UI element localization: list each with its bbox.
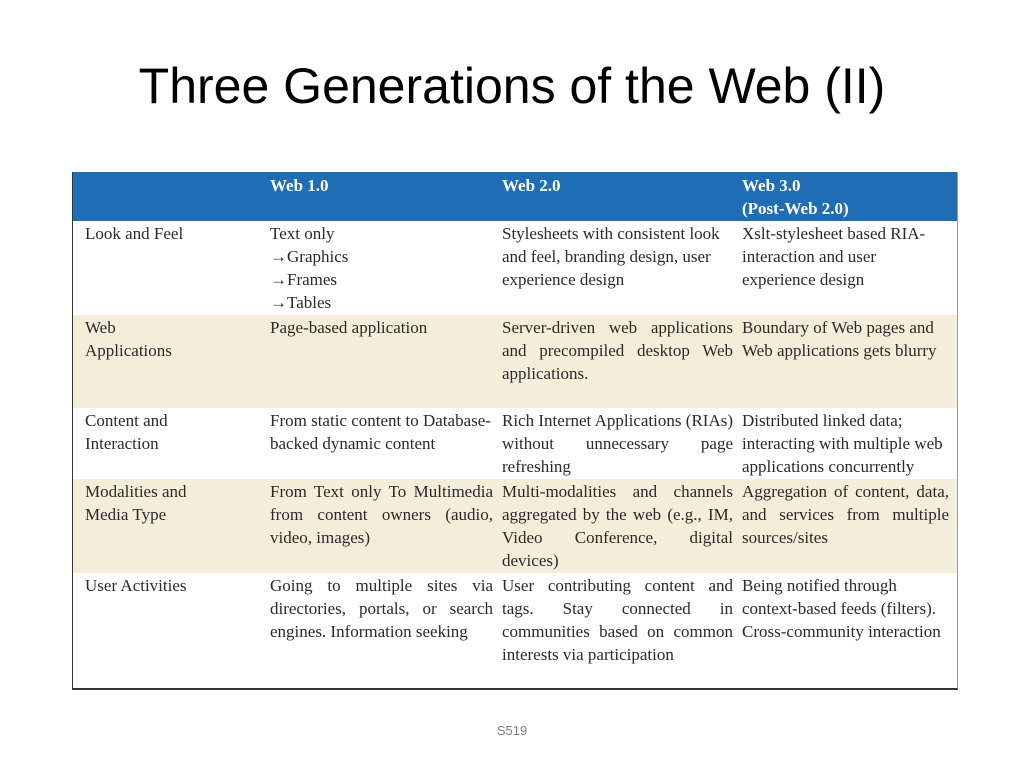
table-row <box>73 573 957 688</box>
cell-line: Interaction <box>85 434 159 453</box>
cell-web-1 <box>259 221 493 315</box>
cell-line: Web 1.0 <box>270 176 329 195</box>
cell-web-3: Boundary of Web pages and Web applications gets blurry <box>742 318 937 360</box>
cell-line: Web 3.0 <box>742 176 801 195</box>
slide-title: Three Generations of the Web (II) <box>138 58 886 114</box>
header-cell-web-1 <box>259 172 493 221</box>
cell-line: (Post-Web 2.0) <box>742 199 849 218</box>
cell-web-3: Distributed linked data; interacting with multiple web applications concurrently <box>742 411 943 476</box>
header-cell-web-3 <box>733 172 957 221</box>
row-label-user-activities <box>73 573 259 688</box>
header-cell-web-2 <box>493 172 733 221</box>
table-row <box>73 479 957 573</box>
row-label-look-and-feel <box>73 221 259 315</box>
cell-line: →Graphics <box>270 247 349 266</box>
cell-line: Media Type <box>85 505 167 524</box>
cell-web-1: From Text only To Multimedia from content owners (audio, video, images) <box>270 482 493 547</box>
cell-line: Modalities and <box>85 482 187 501</box>
cell-line: Content and <box>85 411 168 430</box>
cell-web-2: Rich Internet Applications (RIAs) without unnecessary page refreshing <box>502 411 733 476</box>
slide-footer: S519 <box>496 723 528 738</box>
header-cell-empty <box>73 172 259 221</box>
cell-line: Web <box>85 318 116 337</box>
cell-web-2: Stylesheets with consistent look and feel, branding design, user experience design <box>502 224 720 289</box>
cell-web-3: Being notified through context-based feeds (filters). Cross-community interaction <box>742 576 941 641</box>
table-header-row <box>73 172 957 221</box>
cell-line: Look and Feel <box>85 224 184 243</box>
cell-web-1: Page-based application <box>270 318 428 337</box>
row-label-content-and-interaction <box>73 408 259 479</box>
row-label-modalities-and-media-type <box>73 479 259 573</box>
cell-web-3: Aggregation of content, data, and services from multiple sources/sites <box>742 482 949 547</box>
cell-web-2: Server-driven web applications and precompiled desktop Web applications. <box>502 318 733 383</box>
cell-line: →Tables <box>270 293 332 312</box>
row-label-web-applications <box>73 315 259 408</box>
web-generations-table <box>73 172 957 688</box>
cell-web-1: From static content to Database-backed dynamic content <box>270 411 491 453</box>
cell-web-2: Multi-modalities and channels aggregated by the web (e.g., IM, Video Conference, digital devices) <box>502 482 733 570</box>
cell-line: Web 2.0 <box>502 176 561 195</box>
cell-web-1: Going to multiple sites via directories, portals, or search engines. Information seeking <box>270 576 493 641</box>
table-row <box>73 315 957 408</box>
table-row <box>73 408 957 479</box>
cell-web-2: User contributing content and tags. Stay connected in communities based on common interests via participation <box>502 576 733 664</box>
table-row <box>73 221 957 315</box>
cell-line: →Frames <box>270 270 338 289</box>
web-generations-table-container <box>72 172 958 690</box>
cell-line: Applications <box>85 341 172 360</box>
cell-web-3: Xslt-stylesheet based RIA-interaction and user experience design <box>742 224 926 289</box>
cell-line: Text only <box>270 224 335 243</box>
cell-line: User Activities <box>85 576 187 595</box>
